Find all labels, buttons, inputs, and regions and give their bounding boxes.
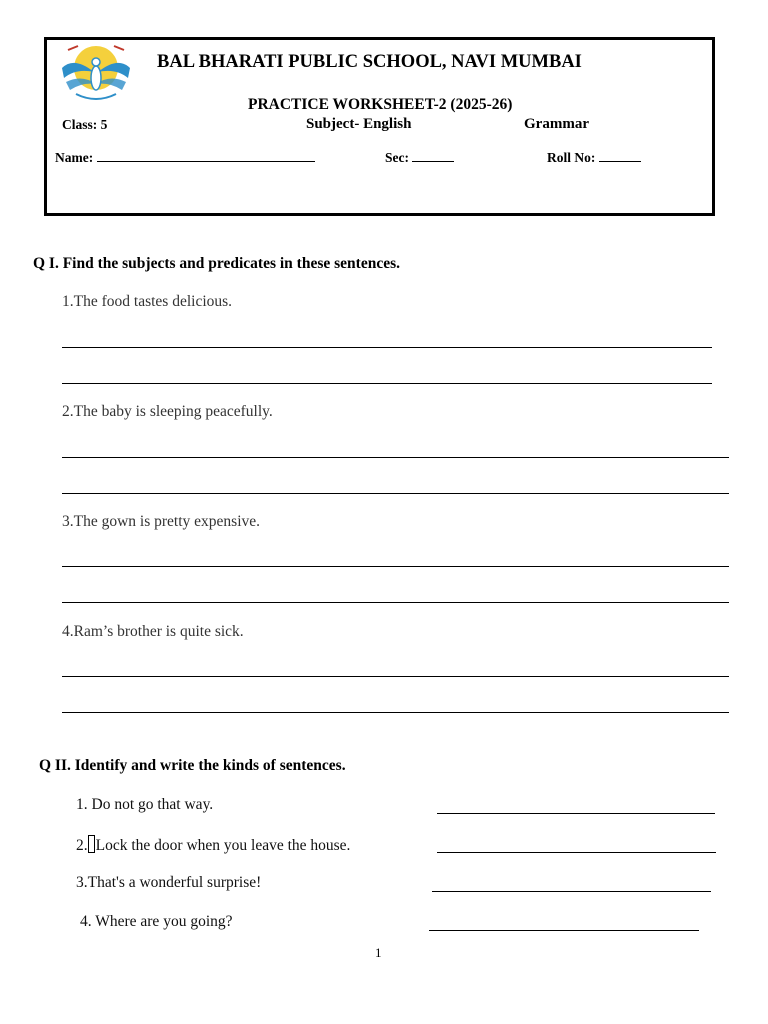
answer-line[interactable]	[62, 383, 712, 384]
answer-line[interactable]	[432, 891, 711, 892]
q2-item-3: 3.That's a wonderful surprise!	[76, 874, 262, 891]
sec-blank[interactable]	[412, 149, 454, 162]
q2-item-2-number: 2.	[76, 837, 88, 854]
answer-line[interactable]	[62, 712, 729, 713]
answer-line[interactable]	[62, 676, 729, 677]
answer-line[interactable]	[429, 930, 699, 931]
answer-line[interactable]	[62, 566, 729, 567]
q2-item-4: 4. Where are you going?	[80, 913, 233, 930]
answer-line[interactable]	[62, 493, 729, 494]
roll-label: Roll No:	[547, 150, 596, 165]
q2-item-2-text: Lock the door when you leave the house.	[95, 837, 351, 854]
school-logo-icon	[54, 38, 134, 106]
class-label: Class: 5	[62, 117, 108, 132]
answer-line[interactable]	[62, 457, 729, 458]
topic-label: Grammar	[524, 116, 589, 132]
sec-field[interactable]	[385, 149, 454, 166]
q2-heading: Q II. Identify and write the kinds of sentences.	[39, 757, 346, 774]
name-field[interactable]	[55, 149, 315, 166]
q1-item-4: 4.Ram’s brother is quite sick.	[62, 623, 244, 640]
school-name: BAL BHARATI PUBLIC SCHOOL, NAVI MUMBAI	[157, 52, 582, 72]
answer-line[interactable]	[437, 813, 715, 814]
q2-item-1: 1. Do not go that way.	[76, 796, 214, 813]
roll-blank[interactable]	[599, 149, 641, 162]
roll-field[interactable]	[547, 149, 641, 166]
q1-heading: Q I. Find the subjects and predicates in these sentences.	[33, 255, 400, 272]
answer-line[interactable]	[437, 852, 716, 853]
answer-line[interactable]	[62, 347, 712, 348]
name-label: Name:	[55, 150, 94, 165]
q1-item-2: 2.The baby is sleeping peacefully.	[62, 403, 273, 420]
subject-label: Subject- English	[306, 116, 412, 132]
q1-item-1: 1.The food tastes delicious.	[62, 293, 233, 310]
name-blank[interactable]	[97, 149, 315, 162]
worksheet-title: PRACTICE WORKSHEET-2 (2025-26)	[248, 96, 513, 113]
q2-item-2	[76, 835, 350, 855]
sec-label: Sec:	[385, 150, 409, 165]
q1-item-3: 3.The gown is pretty expensive.	[62, 513, 261, 530]
answer-line[interactable]	[62, 602, 729, 603]
text-cursor-icon	[88, 835, 95, 853]
page-number: 1	[375, 945, 382, 960]
